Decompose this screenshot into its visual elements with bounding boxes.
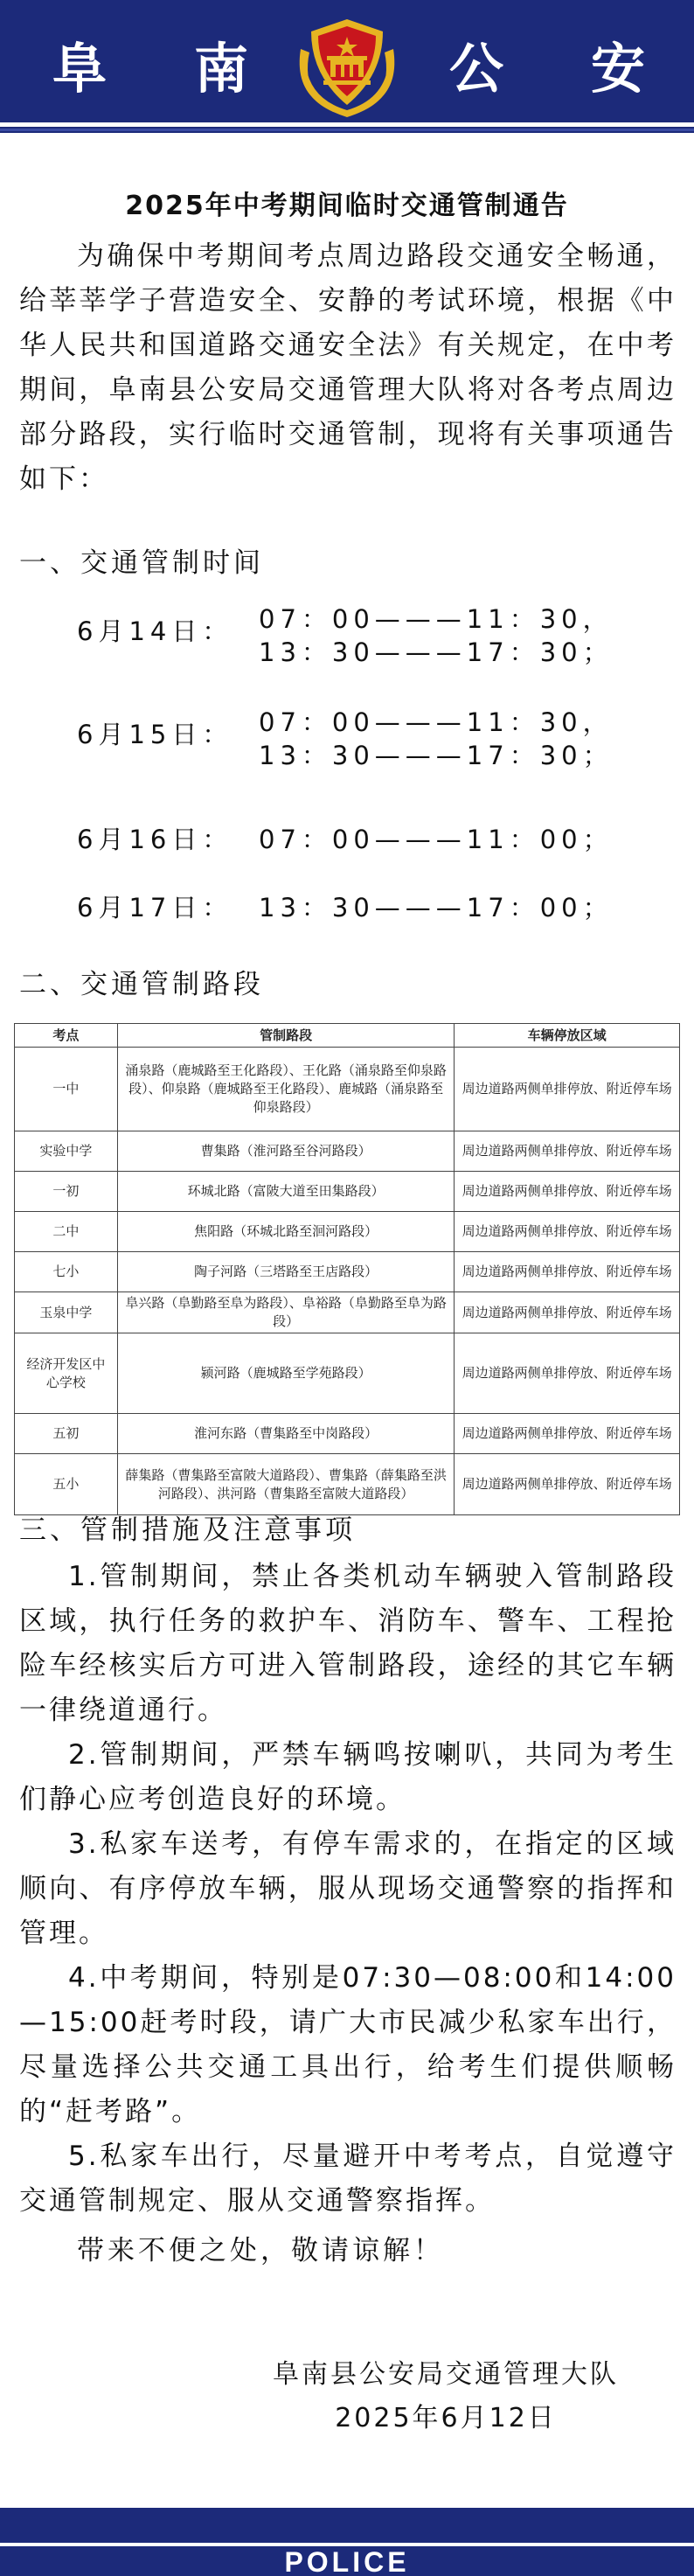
parking-cell: 周边道路两侧单排停放、附近停车场 [455,1454,680,1515]
table-row [15,1131,680,1172]
site-cell: 实验中学 [15,1131,118,1172]
table-row [15,1252,680,1292]
measure-item: 1.管制期间，禁止各类机动车辆驶入管制路段区域，执行任务的救护车、消防车、警车、工程抢险车经核实后方可进入管制路段，途经的其它车辆一律绕道通行。 [19,1561,677,1726]
parking-cell: 周边道路两侧单排停放、附近停车场 [455,1333,680,1414]
section1-heading: 一、交通管制时间 [19,547,264,579]
time-range: 13：30———17：00； [259,893,614,922]
site-cell: 一中 [15,1048,118,1131]
header-banner [0,0,694,133]
site-cell: 七小 [15,1252,118,1292]
roads-cell: 颍河路（鹿城路至学苑路段） [117,1333,454,1414]
table-row [15,1454,680,1515]
time-range: 13：30———17：30； [259,741,614,770]
site-cell: 五小 [15,1454,118,1515]
table-row [15,1292,680,1333]
parking-cell: 周边道路两侧单排停放、附近停车场 [455,1292,680,1333]
header-char-2: 南 [194,37,249,101]
time-range: 07：00———11：30， [259,604,614,634]
site-cell: 五初 [15,1414,118,1454]
footer-police-label: POLICE [284,2546,410,2576]
header-char-3: 公 [449,37,504,101]
site-cell: 经济开发区中心学校 [15,1333,118,1414]
roads-cell: 涌泉路（鹿城路至王化路段）、王化路（涌泉路至仰泉路段）、仰泉路（鹿城路至王化路段）、鹿城路（涌泉路至仰泉路段） [117,1048,454,1131]
column-header-parking: 车辆停放区域 [455,1024,680,1048]
parking-cell: 周边道路两侧单排停放、附近停车场 [455,1252,680,1292]
roads-cell: 陶子河路（三塔路至王店路段） [117,1252,454,1292]
measure-item: 3.私家车送考，有停车需求的，在指定的区域顺向、有序停放车辆，服从现场交通警察的指挥和管理。 [19,1828,677,1949]
roads-cell: 薛集路（曹集路至富陂大道路段）、曹集路（薛集路至洪河路段）、洪河路（曹集路至富陂大道路段） [117,1454,454,1515]
time-range: 13：30———17：30； [259,637,614,667]
table-row [15,1333,680,1414]
site-cell: 玉泉中学 [15,1292,118,1333]
roads-cell: 淮河东路（曹集路至中岗路段） [117,1414,454,1454]
parking-cell: 周边道路两侧单排停放、附近停车场 [455,1172,680,1212]
date-label: 6月17日： [77,893,233,922]
parking-cell: 周边道路两侧单排停放、附近停车场 [455,1212,680,1252]
measure-item: 2.管制期间，严禁车辆鸣按喇叭，共同为考生们静心应考创造良好的环境。 [19,1739,677,1815]
header-stripe [0,122,694,127]
parking-cell: 周边道路两侧单排停放、附近停车场 [455,1131,680,1172]
roads-cell: 焦阳路（环城北路至洄河路段） [117,1212,454,1252]
section3-heading: 三、管制措施及注意事项 [19,1514,356,1546]
notice-title: 2025年中考期间临时交通管制通告 [125,191,569,221]
header-char-4: 安 [591,37,646,101]
signature-date: 2025年6月12日 [335,2403,557,2433]
table-row [15,1048,680,1131]
header-char-1: 阜 [52,37,108,101]
parking-cell: 周边道路两侧单排停放、附近停车场 [455,1048,680,1131]
parking-cell: 周边道路两侧单排停放、附近停车场 [455,1414,680,1454]
time-range: 07：00———11：00； [259,825,614,854]
roads-cell: 环城北路（富陂大道至田集路段） [117,1172,454,1212]
section2-heading: 二、交通管制路段 [19,969,264,1000]
measure-item: 4.中考期间，特别是07:30—08:00和14:00—15:00赶考时段，请广大市民减少私家车出行，尽量选择公共交通工具出行，给考生们提供顺畅的“赶考路”。 [19,1962,677,2127]
footer-banner [0,2508,694,2576]
measures-list [19,1555,677,2224]
date-label: 6月15日： [77,720,233,749]
notice-intro: 为确保中考期间考点周边路段交通安全畅通，给莘莘学子营造安全、安静的考试环境，根据《中华人民共和国道路交通安全法》有关规定，在中考期间，阜南县公安局交通管理大队将对各考点周边部分路段，实行临时交通管制，现将有关事项通告如下： [19,240,677,495]
closing-apology: 带来不便之处，敬请谅解！ [77,2235,444,2266]
table-header-row [15,1024,680,1048]
roads-cell: 曹集路（淮河路至谷河路段） [117,1131,454,1172]
control-roads-table [14,1023,680,1515]
date-label: 6月14日： [77,616,233,646]
table-row [15,1414,680,1454]
police-emblem-icon [288,14,406,122]
site-cell: 二中 [15,1212,118,1252]
measure-item: 5.私家车出行，尽量避开中考考点，自觉遵守交通管制规定、服从交通警察指挥。 [19,2141,677,2217]
column-header-roads: 管制路段 [117,1024,454,1048]
roads-cell: 阜兴路（阜勤路至阜为路段）、阜裕路（阜勤路至阜为路段） [117,1292,454,1333]
header-stripe-thin [0,129,694,131]
table-row [15,1212,680,1252]
date-label: 6月16日： [77,825,233,854]
column-header-site: 考点 [15,1024,118,1048]
site-cell: 一初 [15,1172,118,1212]
table-row [15,1172,680,1212]
time-range: 07：00———11：30， [259,707,614,737]
signature-org: 阜南县公安局交通管理大队 [273,2359,619,2390]
